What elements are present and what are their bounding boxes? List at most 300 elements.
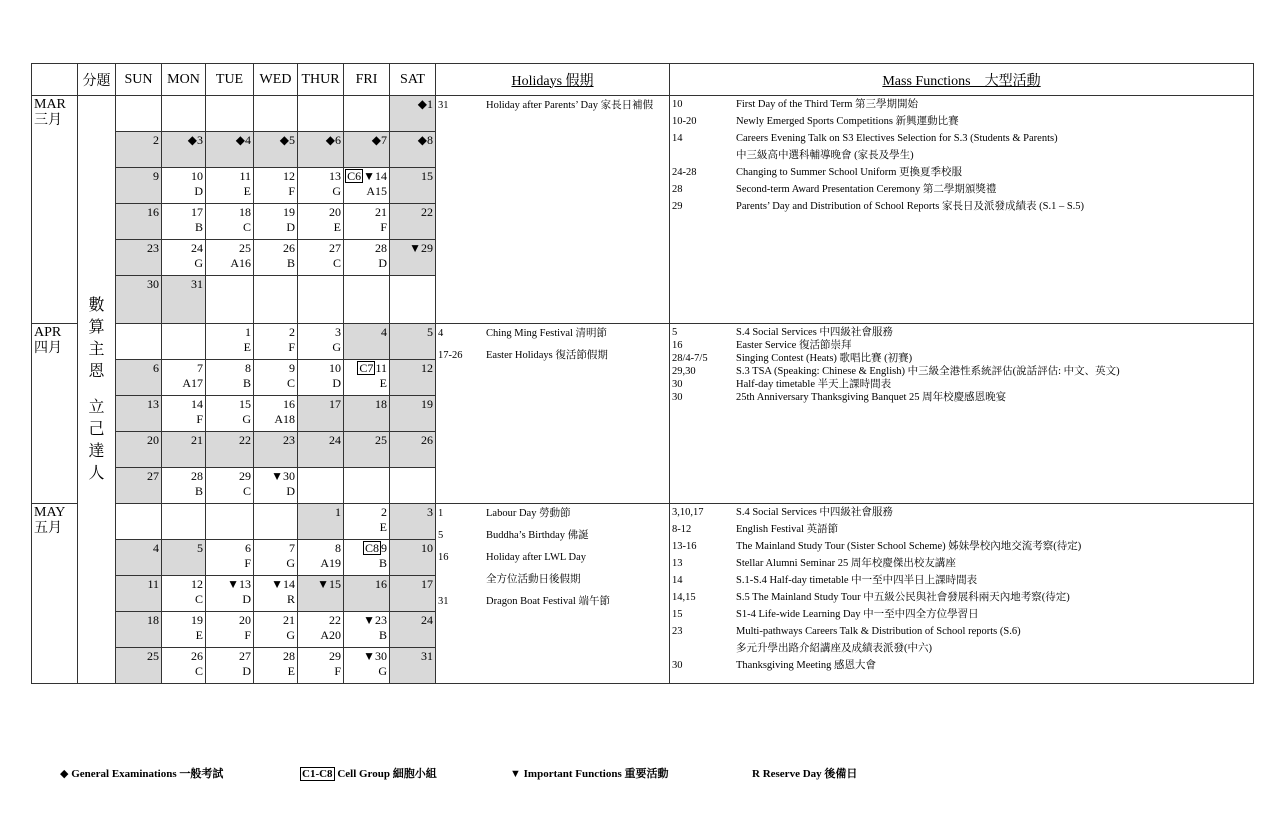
function-name: S.4 Social Services 中四級社會服務 bbox=[736, 507, 893, 518]
calendar-day-cell bbox=[344, 132, 390, 168]
day-number: 29 bbox=[329, 649, 341, 663]
school-calendar-table bbox=[31, 63, 1254, 684]
day-number: 12 bbox=[283, 169, 295, 183]
cycle-day-code: G bbox=[332, 340, 341, 354]
day-number: 25 bbox=[147, 649, 159, 663]
function-name: S.5 The Mainland Study Tour 中五級公民與社會發展科兩天內地考察(待定) bbox=[736, 592, 1070, 603]
function-entry bbox=[672, 625, 1251, 638]
function-name: Second-term Award Presentation Ceremony 第二學期頒獎禮 bbox=[736, 184, 997, 195]
day-number: 7 bbox=[197, 361, 203, 375]
day-header: WED bbox=[254, 64, 298, 96]
day-number bbox=[344, 169, 387, 184]
calendar-day-cell bbox=[162, 432, 206, 468]
calendar-day-cell bbox=[254, 276, 298, 324]
calendar-day-cell bbox=[298, 132, 344, 168]
week-row bbox=[32, 96, 1254, 132]
day-number: 3 bbox=[335, 325, 341, 339]
function-entry bbox=[672, 506, 1251, 519]
calendar-day-cell bbox=[162, 504, 206, 540]
day-number: 25 bbox=[239, 241, 251, 255]
calendar-day-cell bbox=[344, 432, 390, 468]
calendar-day-cell bbox=[298, 240, 344, 276]
function-date: 5 bbox=[672, 327, 678, 338]
calendar-day-cell bbox=[116, 240, 162, 276]
day-number: 30 bbox=[147, 277, 159, 291]
cell-group-marker: C6 bbox=[347, 169, 362, 183]
day-number: 9 bbox=[153, 169, 159, 183]
day-number: 22 bbox=[239, 433, 251, 447]
calendar-day-cell bbox=[344, 240, 390, 276]
calendar-day-cell bbox=[116, 276, 162, 324]
day-number: 20 bbox=[239, 613, 251, 627]
cycle-day-code: B bbox=[378, 628, 387, 642]
week-row bbox=[32, 324, 1254, 360]
day-header: SAT bbox=[390, 64, 436, 96]
calendar-day-cell bbox=[390, 276, 436, 324]
cycle-day-code: D bbox=[286, 220, 295, 234]
calendar-day-cell bbox=[162, 168, 206, 204]
function-date: 30 bbox=[672, 392, 683, 403]
day-number-text: ▼14 bbox=[363, 169, 387, 183]
theme-column bbox=[78, 96, 116, 684]
function-date: 10 bbox=[672, 99, 683, 110]
month-header bbox=[32, 64, 78, 96]
calendar-day-cell bbox=[298, 468, 344, 504]
holiday-name: 全方位活動日後假期 bbox=[486, 574, 581, 585]
calendar-day-cell bbox=[116, 576, 162, 612]
day-number-text: 9 bbox=[381, 541, 387, 555]
cycle-day-code: F bbox=[334, 664, 341, 678]
calendar-day-cell bbox=[390, 360, 436, 396]
calendar-day-cell bbox=[390, 240, 436, 276]
function-entry bbox=[672, 339, 1251, 352]
day-number: 12 bbox=[191, 577, 203, 591]
cycle-day-code: F bbox=[196, 412, 203, 426]
calendar-day-cell bbox=[344, 576, 390, 612]
cycle-day-code: C bbox=[286, 376, 295, 390]
day-header: FRI bbox=[344, 64, 390, 96]
calendar-day-cell bbox=[390, 576, 436, 612]
calendar-day-cell bbox=[206, 396, 254, 432]
function-date bbox=[672, 642, 736, 655]
month-label bbox=[32, 324, 78, 504]
calendar-day-cell bbox=[298, 504, 344, 540]
day-number: 26 bbox=[283, 241, 295, 255]
calendar-day-cell bbox=[344, 204, 390, 240]
month-label-zh: 五月 bbox=[34, 521, 62, 536]
calendar-day-cell bbox=[254, 648, 298, 684]
cycle-day-code: D bbox=[378, 256, 387, 270]
cell-group-marker: C8 bbox=[364, 541, 379, 555]
calendar-day-cell bbox=[254, 324, 298, 360]
calendar-day-cell bbox=[344, 540, 390, 576]
calendar-day-cell bbox=[206, 504, 254, 540]
day-header: MON bbox=[162, 64, 206, 96]
day-number: 19 bbox=[283, 205, 295, 219]
cycle-day-code: F bbox=[244, 628, 251, 642]
holiday-date: 16 bbox=[438, 552, 449, 563]
day-number: 15 bbox=[239, 397, 251, 411]
day-number: 10 bbox=[329, 361, 341, 375]
function-entry bbox=[672, 557, 1251, 570]
month-label-zh: 三月 bbox=[34, 113, 62, 128]
function-name: Parents’ Day and Distribution of School Reports 家長日及派發成績表 (S.1 – S.5) bbox=[736, 201, 1085, 212]
calendar-day-cell bbox=[390, 468, 436, 504]
calendar-day-cell bbox=[162, 276, 206, 324]
day-number: ▼23 bbox=[363, 613, 387, 627]
day-number: 5 bbox=[427, 325, 433, 339]
cycle-day-code: E bbox=[243, 184, 251, 198]
calendar-day-cell bbox=[344, 168, 390, 204]
calendar-day-cell bbox=[344, 612, 390, 648]
holiday-entry bbox=[438, 99, 667, 112]
calendar-day-cell bbox=[116, 396, 162, 432]
day-number: 18 bbox=[147, 613, 159, 627]
cycle-day-code: F bbox=[244, 556, 251, 570]
day-number: 8 bbox=[335, 541, 341, 555]
cycle-day-code: G bbox=[286, 556, 295, 570]
cycle-day-code: R bbox=[286, 592, 295, 606]
calendar-day-cell bbox=[162, 204, 206, 240]
calendar-day-cell bbox=[298, 612, 344, 648]
day-number: ◆6 bbox=[325, 133, 341, 147]
calendar-day-cell bbox=[298, 324, 344, 360]
calendar-day-cell bbox=[162, 324, 206, 360]
day-number: 9 bbox=[289, 361, 295, 375]
calendar-day-cell bbox=[390, 648, 436, 684]
theme-char: 算 bbox=[88, 318, 105, 336]
calendar-day-cell bbox=[390, 204, 436, 240]
day-number: 8 bbox=[245, 361, 251, 375]
cycle-day-code: A17 bbox=[182, 376, 203, 390]
function-entry bbox=[672, 200, 1251, 213]
holidays-cell bbox=[436, 504, 670, 684]
calendar-day-cell bbox=[116, 96, 162, 132]
day-number: ◆4 bbox=[235, 133, 251, 147]
holiday-entry bbox=[438, 349, 667, 362]
calendar-day-cell bbox=[162, 540, 206, 576]
day-number: 23 bbox=[147, 241, 159, 255]
cycle-day-code: E bbox=[195, 628, 203, 642]
cycle-day-code: E bbox=[287, 664, 295, 678]
cycle-day-code: G bbox=[332, 184, 341, 198]
calendar-day-cell bbox=[344, 504, 390, 540]
theme-text bbox=[78, 295, 115, 485]
calendar-day-cell bbox=[116, 168, 162, 204]
calendar-day-cell bbox=[298, 96, 344, 132]
day-number: 26 bbox=[421, 433, 433, 447]
function-name: Newly Emerged Sports Competitions 新興運動比賽 bbox=[736, 116, 959, 127]
day-number: ▼15 bbox=[317, 577, 341, 591]
calendar-day-cell bbox=[390, 432, 436, 468]
day-number: 16 bbox=[283, 397, 295, 411]
day-number: 31 bbox=[191, 277, 203, 291]
cycle-day-code: G bbox=[194, 256, 203, 270]
day-number: 10 bbox=[421, 541, 433, 555]
day-number: 20 bbox=[329, 205, 341, 219]
calendar-day-cell bbox=[206, 612, 254, 648]
day-number: 3 bbox=[427, 505, 433, 519]
month-label-en: APR bbox=[34, 325, 62, 340]
theme-spacer bbox=[78, 383, 115, 397]
function-date: 3,10,17 bbox=[672, 507, 704, 518]
cycle-day-code: E bbox=[333, 220, 341, 234]
function-date: 29,30 bbox=[672, 366, 696, 377]
day-number: 24 bbox=[329, 433, 341, 447]
calendar-day-cell bbox=[162, 396, 206, 432]
calendar-day-cell bbox=[298, 396, 344, 432]
cycle-day-code: C bbox=[332, 256, 341, 270]
cycle-day-code: A15 bbox=[366, 184, 387, 198]
function-date: 23 bbox=[672, 626, 683, 637]
day-number: 4 bbox=[381, 325, 387, 339]
function-name: Easter Service 復活節崇拜 bbox=[736, 340, 852, 351]
day-number-text: 11 bbox=[375, 361, 387, 375]
calendar-day-cell bbox=[116, 648, 162, 684]
calendar-day-cell bbox=[206, 324, 254, 360]
day-header: THUR bbox=[298, 64, 344, 96]
function-date: 30 bbox=[672, 660, 683, 671]
cycle-day-code: C bbox=[242, 484, 251, 498]
calendar-day-cell bbox=[116, 324, 162, 360]
calendar-day-cell bbox=[206, 576, 254, 612]
calendar-day-cell bbox=[390, 396, 436, 432]
day-number: 1 bbox=[335, 505, 341, 519]
theme-char: 達 bbox=[88, 442, 105, 460]
day-number: 27 bbox=[329, 241, 341, 255]
calendar-day-cell bbox=[390, 324, 436, 360]
function-date: 24-28 bbox=[672, 167, 697, 178]
theme-char: 恩 bbox=[88, 362, 105, 380]
function-entry bbox=[672, 608, 1251, 621]
day-number: 19 bbox=[191, 613, 203, 627]
calendar-day-cell bbox=[206, 168, 254, 204]
function-entry bbox=[672, 132, 1251, 145]
function-name: 多元升學出路介紹講座及成績表派發(中六) bbox=[736, 643, 932, 654]
holiday-entry bbox=[438, 529, 667, 542]
calendar-day-cell bbox=[116, 360, 162, 396]
day-number: 19 bbox=[421, 397, 433, 411]
day-number: 17 bbox=[421, 577, 433, 591]
calendar-day-cell bbox=[206, 240, 254, 276]
calendar-day-cell bbox=[116, 612, 162, 648]
function-date: 14 bbox=[672, 575, 683, 586]
day-number: 7 bbox=[289, 541, 295, 555]
day-number: ▼14 bbox=[271, 577, 295, 591]
day-number: 2 bbox=[289, 325, 295, 339]
calendar-day-cell bbox=[390, 96, 436, 132]
day-number: 28 bbox=[283, 649, 295, 663]
day-number: 4 bbox=[153, 541, 159, 555]
cycle-day-code: A20 bbox=[320, 628, 341, 642]
calendar-day-cell bbox=[116, 540, 162, 576]
function-date: 16 bbox=[672, 340, 683, 351]
calendar-day-cell bbox=[254, 96, 298, 132]
holiday-date: 1 bbox=[438, 508, 444, 519]
cycle-day-code: B bbox=[378, 556, 387, 570]
theme-char: 數 bbox=[88, 296, 105, 314]
function-name: S.4 Social Services 中四級社會服務 bbox=[736, 327, 893, 338]
cycle-day-code: B bbox=[194, 484, 203, 498]
day-number: 17 bbox=[191, 205, 203, 219]
day-number: 11 bbox=[147, 577, 159, 591]
holiday-date: 17-26 bbox=[438, 350, 463, 361]
function-date: 13-16 bbox=[672, 541, 697, 552]
calendar-day-cell bbox=[206, 468, 254, 504]
holiday-date: 5 bbox=[438, 530, 444, 541]
holiday-name: Holiday after LWL Day bbox=[486, 552, 586, 563]
day-number: 11 bbox=[239, 169, 251, 183]
week-row bbox=[32, 504, 1254, 540]
day-number: 14 bbox=[191, 397, 203, 411]
holidays-header: Holidays 假期 bbox=[436, 64, 670, 96]
calendar-day-cell bbox=[206, 276, 254, 324]
day-number: ◆7 bbox=[371, 133, 387, 147]
calendar-day-cell bbox=[162, 468, 206, 504]
calendar-day-cell bbox=[206, 360, 254, 396]
theme-char: 立 bbox=[88, 398, 105, 416]
day-number: 13 bbox=[329, 169, 341, 183]
function-name: Careers Evening Talk on S3 Electives Selection for S.3 (Students & Parents) bbox=[736, 133, 1058, 144]
day-number: 12 bbox=[421, 361, 433, 375]
day-number: 2 bbox=[153, 133, 159, 147]
holiday-name: Holiday after Parents’ Day 家長日補假 bbox=[486, 100, 654, 111]
day-number: 1 bbox=[245, 325, 251, 339]
functions-header: Mass Functions 大型活動 bbox=[670, 64, 1254, 96]
holiday-entry bbox=[438, 507, 667, 520]
day-number: 27 bbox=[147, 469, 159, 483]
function-entry bbox=[672, 642, 1251, 655]
calendar-day-cell bbox=[206, 432, 254, 468]
calendar-day-cell bbox=[298, 576, 344, 612]
cycle-day-code: E bbox=[243, 340, 251, 354]
day-number: ▼13 bbox=[227, 577, 251, 591]
cycle-day-code: C bbox=[242, 220, 251, 234]
cycle-day-code: B bbox=[194, 220, 203, 234]
calendar-day-cell bbox=[162, 96, 206, 132]
day-number: 31 bbox=[421, 649, 433, 663]
calendar-day-cell bbox=[206, 648, 254, 684]
day-number: 15 bbox=[421, 169, 433, 183]
holiday-name: Labour Day 勞動節 bbox=[486, 508, 571, 519]
function-date: 28/4-7/5 bbox=[672, 353, 708, 364]
calendar-day-cell bbox=[162, 612, 206, 648]
calendar-day-cell bbox=[254, 432, 298, 468]
month-label bbox=[32, 96, 78, 324]
holiday-entry bbox=[438, 327, 667, 340]
calendar-day-cell bbox=[116, 132, 162, 168]
function-entry bbox=[672, 183, 1251, 196]
function-entry bbox=[672, 540, 1251, 553]
function-date: 13 bbox=[672, 558, 683, 569]
function-date bbox=[672, 149, 736, 162]
function-date: 28 bbox=[672, 184, 683, 195]
calendar-day-cell bbox=[254, 540, 298, 576]
function-entry bbox=[672, 365, 1251, 378]
functions-cell bbox=[670, 504, 1254, 684]
calendar-day-cell bbox=[344, 396, 390, 432]
cycle-day-code: A16 bbox=[230, 256, 251, 270]
day-number: 26 bbox=[191, 649, 203, 663]
calendar-day-cell bbox=[162, 576, 206, 612]
cycle-day-code: A19 bbox=[320, 556, 341, 570]
calendar-day-cell bbox=[206, 96, 254, 132]
calendar-day-cell bbox=[390, 168, 436, 204]
cycle-day-code: D bbox=[194, 184, 203, 198]
day-number: 22 bbox=[329, 613, 341, 627]
day-number: 22 bbox=[421, 205, 433, 219]
function-name: Multi-pathways Careers Talk & Distribution of School reports (S.6) bbox=[736, 626, 1021, 637]
holiday-date: 4 bbox=[438, 328, 444, 339]
function-name: First Day of the Third Term 第三學期開始 bbox=[736, 99, 919, 110]
function-name: S1-4 Life-wide Learning Day 中一至中四全方位學習日 bbox=[736, 609, 979, 620]
holiday-name: Ching Ming Festival 清明節 bbox=[486, 328, 608, 339]
function-entry bbox=[672, 659, 1251, 672]
legend-reserve: R Reserve Day 後備日 bbox=[752, 768, 858, 780]
day-number bbox=[344, 361, 387, 376]
day-number: ▼30 bbox=[363, 649, 387, 663]
day-number: 18 bbox=[239, 205, 251, 219]
day-number: 21 bbox=[375, 205, 387, 219]
day-number: ◆3 bbox=[187, 133, 203, 147]
holiday-date bbox=[438, 573, 486, 586]
cycle-day-code: D bbox=[242, 664, 251, 678]
day-number: 28 bbox=[191, 469, 203, 483]
theme-char: 己 bbox=[88, 420, 105, 438]
cycle-day-code: D bbox=[332, 376, 341, 390]
calendar-day-cell bbox=[390, 612, 436, 648]
cell-group-label: Cell Group 細胞小組 bbox=[334, 768, 437, 780]
cycle-day-code: G bbox=[286, 628, 295, 642]
header-row bbox=[32, 64, 1254, 96]
holidays-cell bbox=[436, 324, 670, 504]
cycle-day-code: D bbox=[286, 484, 295, 498]
theme-char: 主 bbox=[88, 340, 105, 358]
calendar-day-cell bbox=[390, 132, 436, 168]
calendar-day-cell bbox=[254, 504, 298, 540]
cycle-day-code: C bbox=[194, 592, 203, 606]
calendar-day-cell bbox=[254, 240, 298, 276]
function-entry bbox=[672, 166, 1251, 179]
cycle-day-code: G bbox=[242, 412, 251, 426]
calendar-day-cell bbox=[254, 360, 298, 396]
function-entry bbox=[672, 326, 1251, 339]
calendar-day-cell bbox=[254, 168, 298, 204]
calendar-day-cell bbox=[390, 504, 436, 540]
calendar-day-cell bbox=[298, 540, 344, 576]
function-name: Thanksgiving Meeting 感恩大會 bbox=[736, 660, 876, 671]
function-entry bbox=[672, 98, 1251, 111]
function-date: 29 bbox=[672, 201, 683, 212]
cycle-day-code: G bbox=[378, 664, 387, 678]
day-number: 2 bbox=[381, 505, 387, 519]
month-label bbox=[32, 504, 78, 684]
calendar-day-cell bbox=[298, 432, 344, 468]
cycle-day-code: B bbox=[242, 376, 251, 390]
calendar-day-cell bbox=[344, 468, 390, 504]
day-header: TUE bbox=[206, 64, 254, 96]
holiday-name: Dragon Boat Festival 端午節 bbox=[486, 596, 610, 607]
day-number: 17 bbox=[329, 397, 341, 411]
function-name: Half-day timetable 半天上課時間表 bbox=[736, 379, 892, 390]
function-name: S.3 TSA (Speaking: Chinese & English) 中三級全港性系統評估(說話評估: 中文、英文) bbox=[736, 366, 1120, 377]
holiday-entry bbox=[438, 595, 667, 608]
function-entry bbox=[672, 391, 1251, 404]
calendar-day-cell bbox=[206, 204, 254, 240]
cycle-day-code: F bbox=[380, 220, 387, 234]
function-name: Singing Contest (Heats) 歌唱比賽 (初賽) bbox=[736, 353, 913, 364]
calendar-day-cell bbox=[116, 204, 162, 240]
